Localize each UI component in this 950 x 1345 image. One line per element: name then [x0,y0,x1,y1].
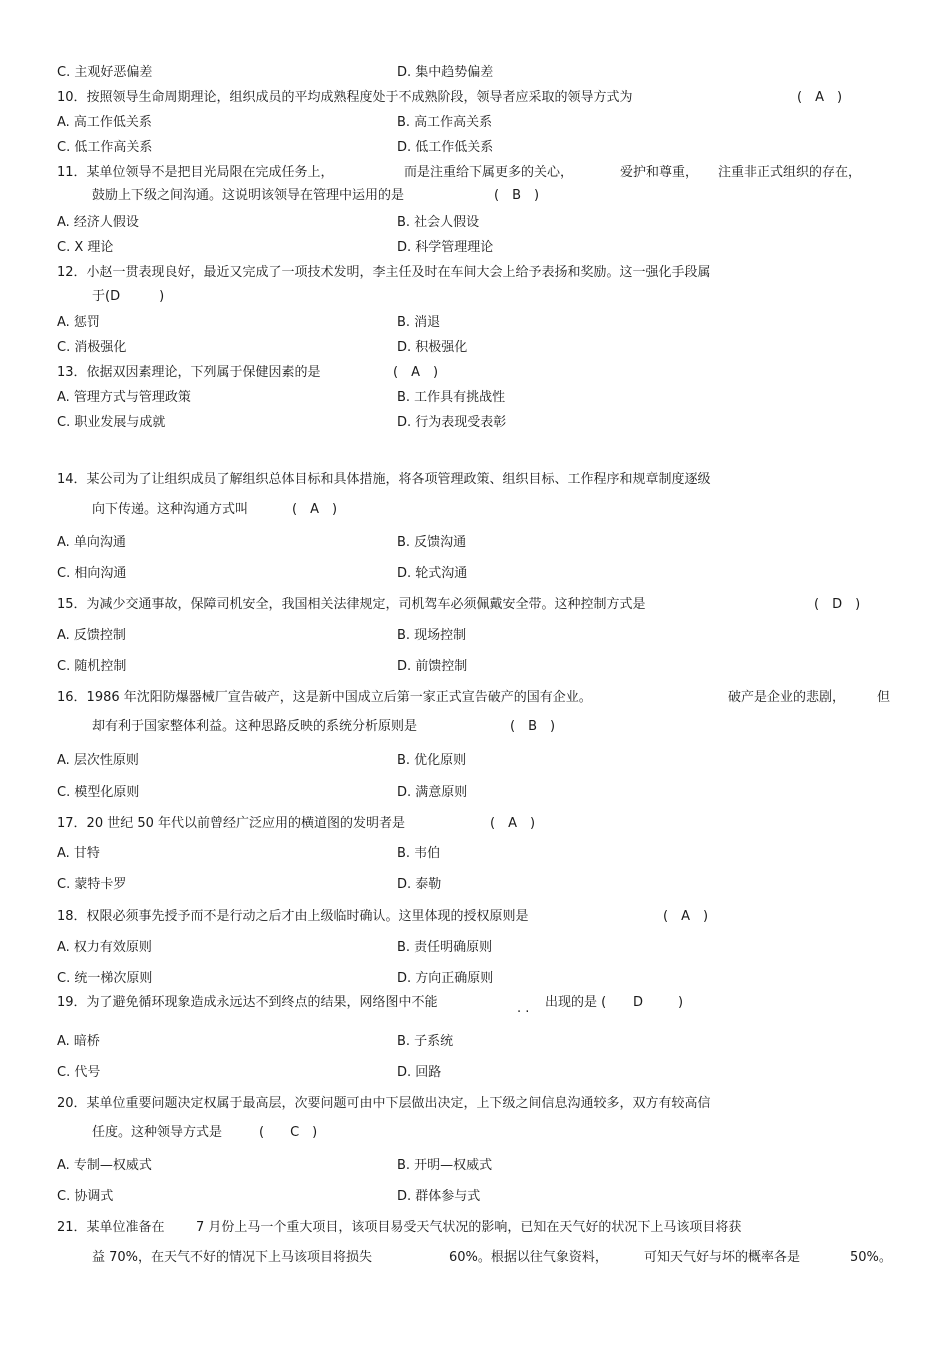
text-line: 18．权限必须事先授予而不是行动之后才由上级临时确认。这里体现的授权原则是 [57,909,529,924]
text-line: ) [678,995,684,1010]
text-line: D [633,995,644,1010]
text-line: D. 科学管理理论 [397,240,494,255]
text-line: C. 主观好恶偏差 [57,65,153,80]
text-line: C. 随机控制 [57,659,127,674]
text-line: D. 低工作低关系 [397,140,494,155]
text-line: 益 70%，在天气不好的情况下上马该项目将损失 [92,1250,373,1265]
text-line: 可知天气好与坏的概率各是 [644,1250,801,1265]
text-line: ( A ) [393,365,439,380]
text-line: B. 子系统 [397,1034,454,1049]
text-line: ( B ) [510,719,556,734]
text-line: ( B ) [494,188,540,203]
text-line: 爱护和尊重， [620,165,699,180]
text-line: D. 前馈控制 [397,659,468,674]
text-line: D. 泰勒 [397,877,442,892]
text-line: 破产是企业的悲剧， [728,690,846,705]
text-line: 注重非正式组织的存在， [718,165,862,180]
text-line: B. 社会人假设 [397,215,480,230]
text-line: 17．20 世纪 50 年代以前曾经广泛应用的横道图的发明者是 [57,816,406,831]
text-line: A. 管理方式与管理政策 [57,390,191,405]
text-line: C. 低工作高关系 [57,140,153,155]
text-line: D. 回路 [397,1065,442,1080]
text-line: · · [517,1005,530,1020]
text-line: D. 行为表现受表彰 [397,415,507,430]
text-line: 60%。根据以往气象资料， [449,1250,608,1265]
text-line: C. X 理论 [57,240,114,255]
text-line: 10．按照领导生命周期理论，组织成员的平均成熟程度处于不成熟阶段，领导者应采取的领导方式为 [57,90,633,105]
text-line: 20．某单位重要问题决定权属于最高层，次要问题可由中下层做出决定，上下级之间信息沟通较多，双方有较高信 [57,1096,711,1111]
text-line: C. 职业发展与成就 [57,415,166,430]
text-line: B. 责任明确原则 [397,940,493,955]
text-line: 13．依据双因素理论，下列属于保健因素的是 [57,365,321,380]
text-line: 于(D ) [92,289,165,304]
text-line: A. 暗桥 [57,1034,100,1049]
text-line: B. 优化原则 [397,753,467,768]
text-line: D. 方向正确原则 [397,971,494,986]
text-line: A. 反馈控制 [57,628,126,643]
text-line: C. 统一梯次原则 [57,971,153,986]
text-line: 12．小赵一贯表现良好，最近又完成了一项技术发明，李主任及时在车间大会上给予表扬和奖励。这一强化手段属 [57,265,711,280]
text-line: 向下传递。这种沟通方式叫 [92,502,249,517]
text-line: B. 韦伯 [397,846,441,861]
text-line: B. 反馈沟通 [397,535,467,550]
text-line: 21．某单位准备在 [57,1220,165,1235]
text-line: ( A ) [490,816,536,831]
text-line: C. 模型化原则 [57,785,140,800]
text-line: C. 代号 [57,1065,101,1080]
text-line: ( D ) [814,597,861,612]
text-line: A. 甘特 [57,846,100,861]
text-line: C. 消极强化 [57,340,127,355]
text-line: D. 群体参与式 [397,1189,481,1204]
text-line: B. 高工作高关系 [397,115,493,130]
text-line: ( A ) [663,909,709,924]
text-line: A. 经济人假设 [57,215,139,230]
text-line: D. 集中趋势偏差 [397,65,494,80]
text-line: 11．某单位领导不是把目光局限在完成任务上， [57,165,334,180]
text-line: D. 满意原则 [397,785,468,800]
text-line: 出现的是 ( [545,995,607,1010]
text-line: A. 单向沟通 [57,535,126,550]
text-line: D. 积极强化 [397,340,468,355]
text-line: B. 开明—权威式 [397,1158,493,1173]
text-line: 19．为了避免循环现象造成永远达不到终点的结果，网络图中不能 [57,995,438,1010]
text-line: 鼓励上下级之间沟通。这说明该领导在管理中运用的是 [92,188,405,203]
text-line: A. 高工作低关系 [57,115,152,130]
text-line: 14．某公司为了让组织成员了解组织总体目标和具体措施，将各项管理政策、组织目标、工作程序和规章制度逐级 [57,472,711,487]
text-line: 16．1986 年沈阳防爆器械厂宣告破产，这是新中国成立后第一家正式宣告破产的国有企业。 [57,690,592,705]
text-line: 7 月份上马一个重大项目，该项目易受天气状况的影响，已知在天气好的状况下上马该项目将获 [196,1220,742,1235]
text-line: ( A ) [292,502,338,517]
text-line: A. 惩罚 [57,315,100,330]
text-line: A. 专制—权威式 [57,1158,152,1173]
text-line: A. 层次性原则 [57,753,139,768]
text-line: C. 蒙特卡罗 [57,877,127,892]
text-line: ( A ) [797,90,843,105]
text-line: C. 相向沟通 [57,566,127,581]
text-line: B. 现场控制 [397,628,467,643]
text-line: 但 [877,690,891,705]
text-line: 却有利于国家整体利益。这种思路反映的系统分析原则是 [92,719,418,734]
text-line: 50%。 [850,1250,892,1265]
text-line: C. 协调式 [57,1189,114,1204]
text-line: B. 工作具有挑战性 [397,390,506,405]
text-line: A. 权力有效原则 [57,940,152,955]
text-line: 15．为减少交通事故，保障司机安全，我国相关法律规定，司机驾车必须佩戴安全带。这种控制方式是 [57,597,646,612]
text-line: D. 轮式沟通 [397,566,468,581]
text-line: 而是注重给下属更多的关心， [404,165,574,180]
text-line: ( C ) [259,1125,318,1140]
text-line: 任度。这种领导方式是 [92,1125,223,1140]
text-line: B. 消退 [397,315,441,330]
